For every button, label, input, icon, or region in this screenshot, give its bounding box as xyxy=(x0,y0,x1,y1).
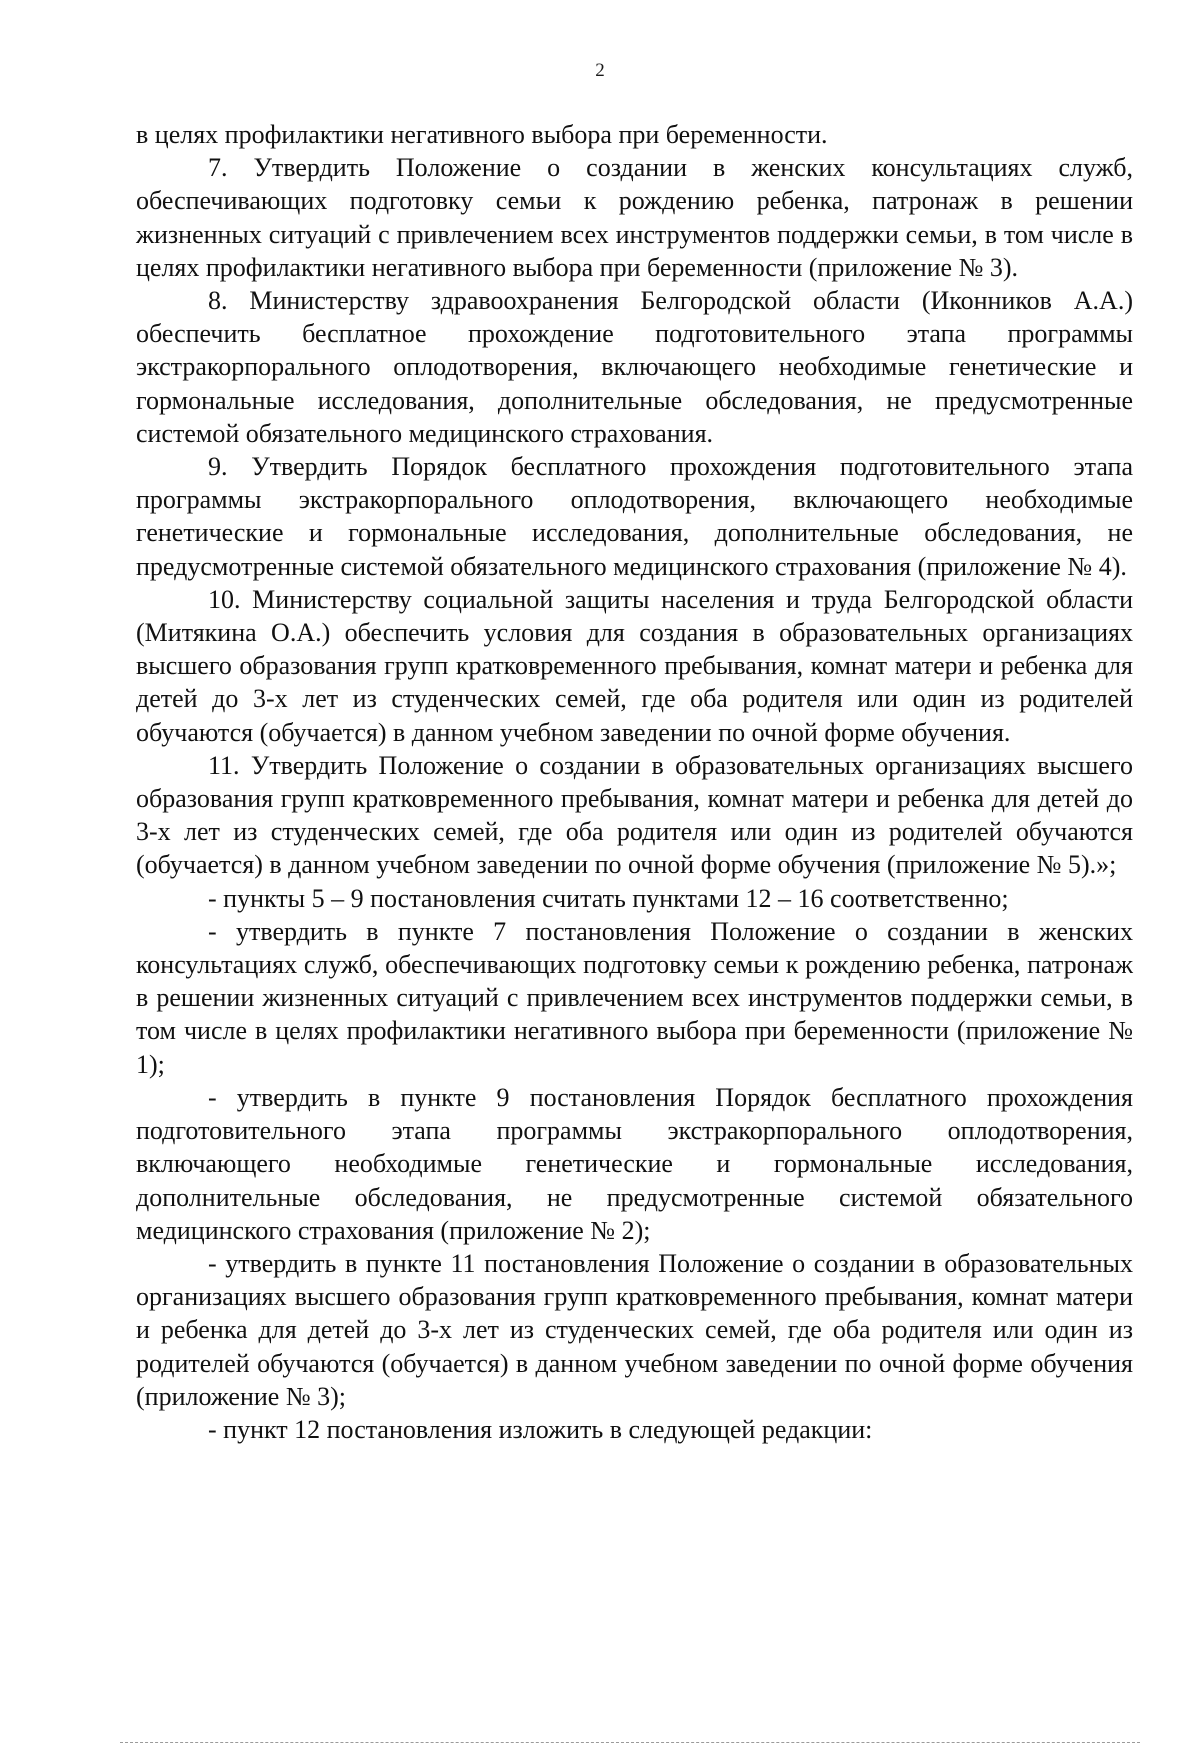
paragraph-item-8: 8. Министерству здравоохранения Белгородской области (Иконников А.А.) обеспечить бесплатное прохождение подготовительного этапа программы экстракорпорального оплодотворения, включающего необходимые генетические и гормональные исследования, дополнительные обследования, не предусмотренные системой обязательного медицинского страхования. xyxy=(136,286,1133,448)
document-body xyxy=(136,118,1133,1446)
paragraph-approve-item-9: - утвердить в пункте 9 постановления Порядок бесплатного прохождения подготовительного этапа программы экстракорпорального оплодотворения, включающего необходимые генетические и гормональные исследования, дополнительные обследования, не предусмотренные системой обязательного медицинского страхования (приложение № 2); xyxy=(136,1082,1133,1245)
paragraph-item-10: 10. Министерству социальной защиты населения и труда Белгородской области (Митякина О.А.) обеспечить условия для создания в образовательных организациях высшего образования групп кратковременного пребывания, комнат матери и ребенка для детей до 3-х лет из студенческих семей, где оба родителя или один из родителей обучаются (обучается) в данном учебном заведении по очной форме обучения. xyxy=(136,584,1133,747)
paragraph-item-12-intro: - пункт 12 постановления изложить в следующей редакции: xyxy=(208,1414,873,1444)
paragraph-approve-item-7: - утвердить в пункте 7 постановления Положение о создании в женских консультациях служб, обеспечивающих подготовку семьи к рождению ребенка, патронаж в решении жизненных ситуаций с привлечением всех инструментов поддержки семьи, в том числе в целях профилактики негативного выбора при беременности (приложение № 1); xyxy=(136,916,1133,1079)
paragraph-continuation: в целях профилактики негативного выбора при беременности. xyxy=(136,120,828,149)
paragraph-renumber: - пункты 5 – 9 постановления считать пунктами 12 – 16 соответственно; xyxy=(208,883,1009,913)
bottom-scan-edge xyxy=(120,1742,1140,1743)
paragraph-item-7: 7. Утвердить Положение о создании в женских консультациях служб, обеспечивающих подготовку семьи к рождению ребенка, патронаж в решении жизненных ситуаций с привлечением всех инструментов поддержки семьи, в том числе в целях профилактики негативного выбора при беременности (приложение № 3). xyxy=(136,153,1133,282)
page-number: 2 xyxy=(595,60,605,81)
paragraph-item-11: 11. Утвердить Положение о создании в образовательных организациях высшего образования групп кратковременного пребывания, комнат матери и ребенка для детей до 3-х лет из студенческих семей, где оба родителя или один из родителей обучаются (обучается) в данном учебном заведении по очной форме обучения (приложение № 5).»; xyxy=(136,750,1133,880)
paragraph-item-9: 9. Утвердить Порядок бесплатного прохождения подготовительного этапа программы экстракорпорального оплодотворения, включающего необходимые генетические и гормональные исследования, дополнительные обследования, не предусмотренные системой обязательного медицинского страхования (приложение № 4). xyxy=(136,452,1133,581)
paragraph-approve-item-11: - утвердить в пункте 11 постановления Положение о создании в образовательных организациях высшего образования групп кратковременного пребывания, комнат матери и ребенка для детей до 3-х лет из студенческих семей, где оба родителя или один из родителей обучаются (обучается) в данном учебном заведении по очной форме обучения (приложение № 3); xyxy=(136,1248,1133,1411)
